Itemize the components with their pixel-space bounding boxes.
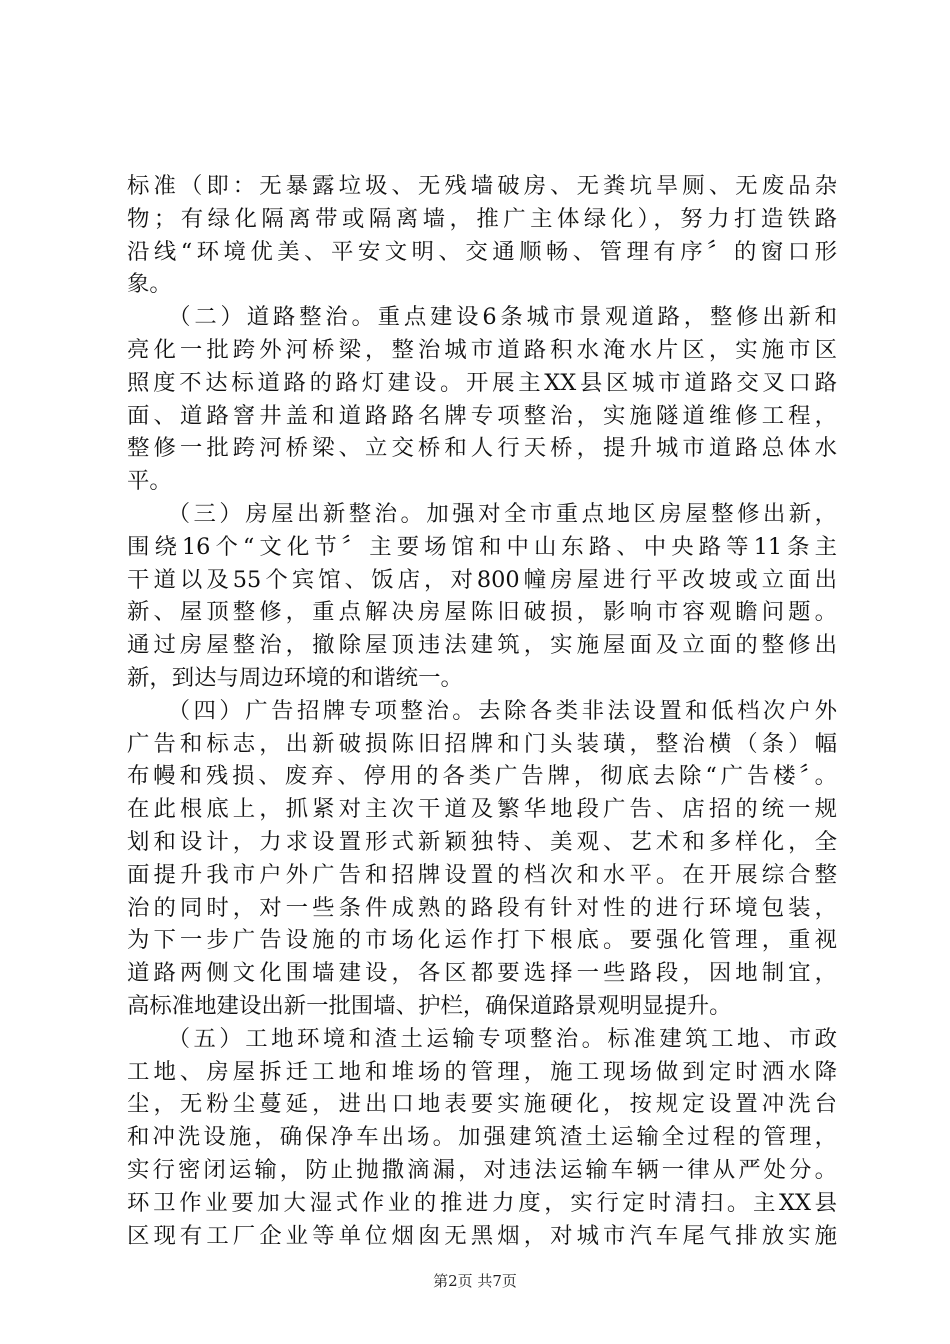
text-line: 通过房屋整治，撤除屋顶违法建筑，实施屋面及立面的整修出 [127,632,837,659]
text-line: （二）道路整治。重点建设6条城市景观道路，整修出新和 [127,304,837,331]
text-line: 新、屋顶整修，重点解决房屋陈旧破损，影响市容观瞻问题。 [127,599,837,626]
text-line: 环卫作业要加大湿式作业的推进力度，实行定时清扫。主XX县 [127,1189,837,1216]
text-line: 照度不达标道路的路灯建设。开展主XX县区城市道路交叉口路 [127,369,837,396]
text-line: （四）广告招牌专项整治。去除各类非法设置和低档次户外 [127,697,837,724]
text-line: 高标准地建设出新一批围墙、护栏，确保道路景观明显提升。 [127,992,732,1019]
text-line: 象。 [127,271,172,298]
text-line: 物；有绿化隔离带或隔离墙，推广主体绿化），努力打造铁路 [127,205,837,232]
text-line: 治的同时，对一些条件成熟的路段有针对性的进行环境包装， [127,894,837,921]
text-line: （五）工地环境和渣土运输专项整治。标准建筑工地、市政 [127,1025,837,1052]
text-line: 和冲洗设施，确保净车出场。加强建筑渣土运输全过程的管理， [127,1124,837,1151]
text-line: 新，到达与周边环境的和谐统一。 [127,664,463,691]
text-line: 工地、房屋拆迁工地和堆场的管理，施工现场做到定时洒水降 [127,1058,837,1085]
text-line: 围绕16个“文化节〞主要场馆和中山东路、中央路等11条主 [127,533,837,560]
text-line: 在此根底上，抓紧对主次干道及繁华地段广告、店招的统一规 [127,796,837,823]
text-line: 面提升我市户外广告和招牌设置的档次和水平。在开展综合整 [127,861,837,888]
document-body [127,170,837,1252]
text-line: 尘，无粉尘蔓延，进出口地表要实施硬化，按规定设置冲洗台 [127,1091,837,1118]
page-number-label: 第2页 共7页 [433,1272,517,1290]
text-line: 区现有工厂企业等单位烟囱无黑烟，对城市汽车尾气排放实施 [127,1222,837,1249]
text-line: 道路两侧文化围墙建设，各区都要选择一些路段，因地制宜， [127,960,837,987]
text-line: 面、道路窨井盖和道路路名牌专项整治，实施隧道维修工程， [127,402,837,429]
page-footer [0,1271,950,1291]
text-line: （三）房屋出新整治。加强对全市重点地区房屋整修出新， [127,500,837,527]
text-line: 干道以及55个宾馆、饭店，对800幢房屋进行平改坡或立面出 [127,566,837,593]
text-line: 为下一步广告设施的市场化运作打下根底。要强化管理，重视 [127,927,837,954]
text-line: 划和设计，力求设置形式新颖独特、美观、艺术和多样化，全 [127,828,837,855]
text-line: 标准（即：无暴露垃圾、无残墙破房、无粪坑旱厕、无废品杂 [127,173,837,199]
text-line: 亮化一批跨外河桥梁，整治城市道路积水淹水片区，实施市区 [127,336,837,363]
text-line: 实行密闭运输，防止抛撒滴漏，对违法运输车辆一律从严处分。 [127,1156,837,1183]
text-line: 沿线“环境优美、平安文明、交通顺畅、管理有序〞的窗口形 [127,238,837,265]
text-line: 平。 [127,468,172,495]
text-line: 整修一批跨河桥梁、立交桥和人行天桥，提升城市道路总体水 [127,435,837,462]
text-line: 布幔和残损、废弃、停用的各类广告牌，彻底去除“广告楼〞。 [127,763,837,790]
text-line: 广告和标志，出新破损陈旧招牌和门头装璜，整治横（条）幅 [127,730,837,757]
